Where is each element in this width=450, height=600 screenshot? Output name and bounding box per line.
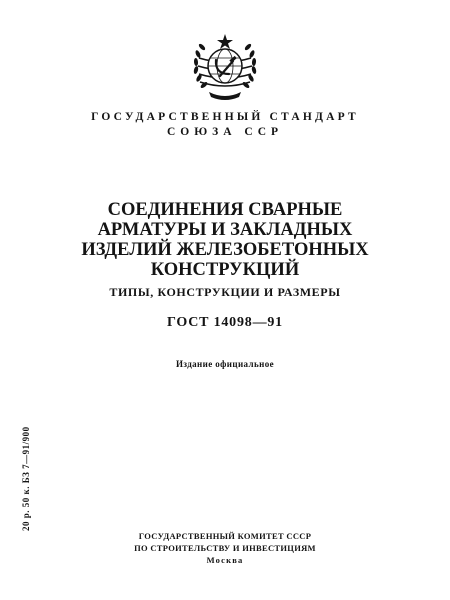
header-state-standard: ГОСУДАРСТВЕННЫЙ СТАНДАРТ xyxy=(91,111,359,123)
publication-city: Москва xyxy=(206,555,244,565)
publisher-line: ГОСУДАРСТВЕННЫЙ КОМИТЕТ СССР xyxy=(138,531,312,541)
title-line: СОЕДИНЕНИЯ СВАРНЫЕ xyxy=(107,200,343,220)
title-line: АРМАТУРЫ И ЗАКЛАДНЫХ xyxy=(97,220,353,240)
price-side-note: 20 р. 50 к. БЗ 7—91/900 xyxy=(21,426,31,531)
edition-label: Издание официальное xyxy=(175,359,275,369)
publisher xyxy=(0,531,450,554)
document-subtitle: ТИПЫ, КОНСТРУКЦИИ И РАЗМЕРЫ xyxy=(109,285,341,299)
header-ussr: СОЮЗА ССР xyxy=(166,126,284,138)
gost-number: ГОСТ 14098—91 xyxy=(167,315,283,330)
ussr-state-emblem-icon xyxy=(185,30,265,105)
document-title xyxy=(0,200,450,280)
title-line: КОНСТРУКЦИЙ xyxy=(150,260,300,280)
publisher-line: ПО СТРОИТЕЛЬСТВУ И ИНВЕСТИЦИЯМ xyxy=(134,542,316,553)
title-line: ИЗДЕЛИЙ ЖЕЛЕЗОБЕТОННЫХ xyxy=(81,240,369,260)
